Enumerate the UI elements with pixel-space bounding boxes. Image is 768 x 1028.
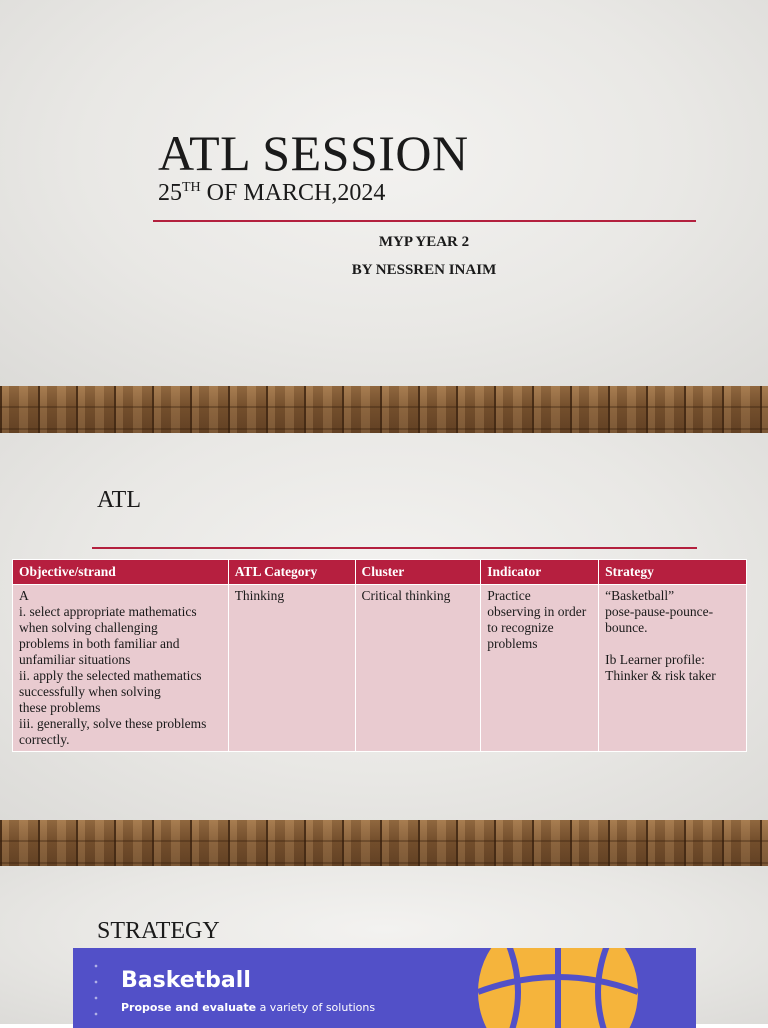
table-header-row [13, 560, 747, 585]
atl-divider [92, 547, 697, 549]
header-cluster: Cluster [355, 560, 481, 585]
slide-title [0, 0, 768, 386]
wood-floor-divider [0, 386, 768, 433]
cell-strategy: “Basketball” pose-pause-pounce- bounce. Ib Learner profile: Thinker & risk taker [599, 585, 747, 752]
wood-floor-divider [0, 820, 768, 866]
header-indicator: Indicator [481, 560, 599, 585]
title-divider [153, 220, 696, 222]
basketball-banner [73, 948, 696, 1028]
cell-category: Thinking [228, 585, 355, 752]
date-day: 25 [158, 180, 182, 206]
header-atl-category: ATL Category [228, 560, 355, 585]
cell-indicator: Practice observing in order to recognize problems [481, 585, 599, 752]
strategy-heading: STRATEGY [97, 918, 220, 944]
grade-line: MYP YEAR 2 [378, 234, 470, 250]
session-title: ATL SESSION [158, 125, 469, 181]
cell-objective: A i. select appropriate mathematics when solving challenging problems in both familiar and unfamiliar situations ii. apply the selected mathematics successfully when solving these problems iii. generally, solve these problems correctly. [13, 585, 229, 752]
author-line: BY NESSREN INAIM [351, 262, 497, 278]
session-date [158, 180, 385, 207]
banner-title: Basketball [121, 968, 251, 993]
banner-subtitle: Propose and evaluate a variety of solutions [121, 1001, 376, 1014]
date-rest: OF MARCH,2024 [200, 180, 386, 206]
basketball-icon [473, 948, 643, 1028]
cell-cluster: Critical thinking [355, 585, 481, 752]
header-strategy: Strategy [599, 560, 747, 585]
atl-table [12, 559, 747, 752]
date-suffix: TH [182, 180, 201, 195]
atl-heading: ATL [97, 487, 141, 513]
dots-decoration [93, 958, 99, 1028]
header-objective: Objective/strand [13, 560, 229, 585]
table-row [13, 585, 747, 752]
